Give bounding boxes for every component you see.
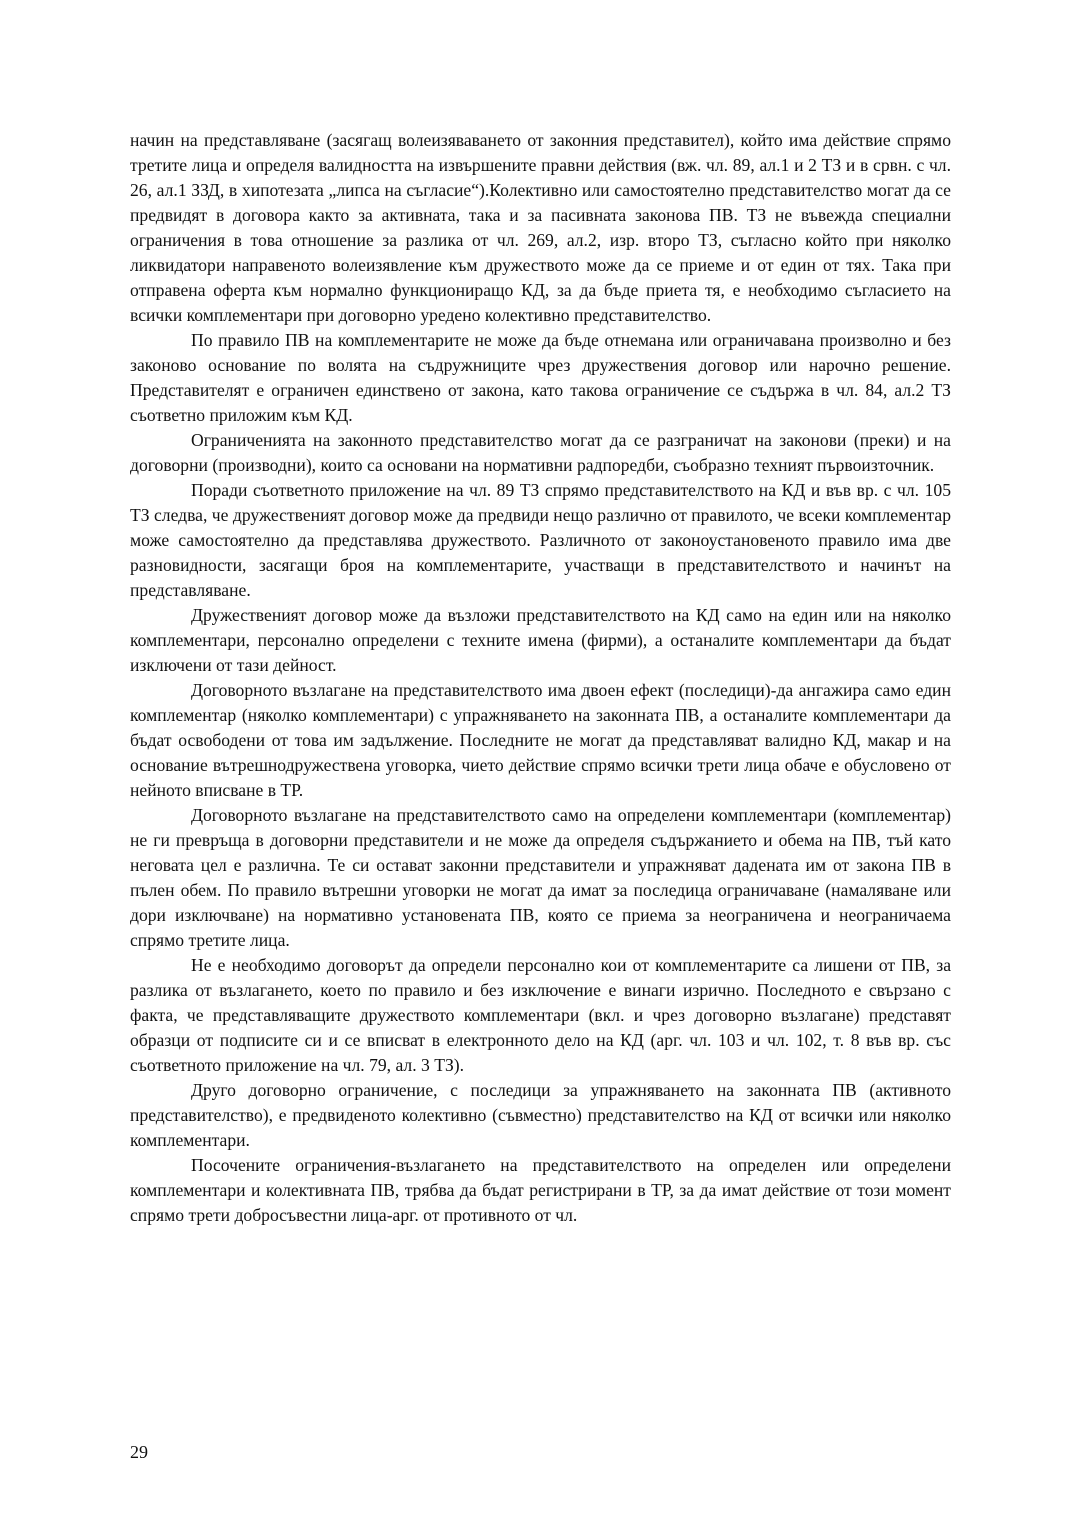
page-number: 29 xyxy=(130,1442,148,1462)
body-text xyxy=(130,128,951,1228)
paragraph-3: Ограниченията на законното представителство могат да се разграничат на законови (преки) и на договорни (производни), които са основани на нормативни радпоредби, съобразно техният първоизточник. xyxy=(130,430,951,475)
paragraph-7: Договорното възлагане на представителството само на определени комплементари (комплементар) не ги превръща в договорни представители и не може да определя съдържанието и обема на ПВ, тъй като неговата цел е различна. Те си остават законни представители и упражняват дадената им от закона ПВ в пълен обем. По правило вътрешни уговорки не могат да имат за последица ограничаване (намаляване или дори изключване) на нормативно установената ПВ, която се приема за неограничена и неограничаема спрямо третите лица. xyxy=(130,805,951,950)
paragraph-1: начин на представляване (засягащ волеизяваването от законния представител), който има действие спрямо третите лица и определя валидността на извършените правни действия (вж. чл. 89, ал.1 и 2 ТЗ и в срвн. с чл. 26, ал.1 ЗЗД, в хипотезата „липса на съгласие“).Колективно или самостоятелно представителство могат да се предвидят в договора както за активната, така и за пасивната законова ПВ. ТЗ не въвежда специални ограничения в това отношение за разлика от чл. 269, ал.2, изр. второ ТЗ, съгласно който при няколко ликвидатори направеното волеизявление към дружеството може да се приеме и от един от тях. Така при отправена оферта към нормално функциониращо КД, за да бъде приета тя, е необходимо съгласието на всички комплементари при договорно уредено колективно представителство. xyxy=(130,130,951,325)
paragraph-8: Не е необходимо договорът да определи персонално кои от комплементарите са лишени от ПВ, за разлика от възлагането, което по правило и без изключение е винаги изрично. Последното е свързано с факта, че представляващите дружеството комплементари (вкл. и чрез договорно възлагане) представят образци от подписите си и се вписват в електронното дело на КД (арг. чл. 103 и чл. 102, т. 8 във вр. със съответното приложение на чл. 79, ал. 3 ТЗ). xyxy=(130,955,951,1075)
paragraph-2: По правило ПВ на комплементарите не може да бъде отнемана или ограничавана произволно и без законово основание по волята на съдружниците чрез дружествения договор или нарочно решение. Представителят е ограничен единствено от закона, като такова ограничение се съдържа в чл. 84, ал.2 ТЗ съответно приложим към КД. xyxy=(130,330,951,425)
paragraph-9: Друго договорно ограничение, с последици за упражняването на законната ПВ (активното представителство), е предвиденото колективно (съвместно) представителство на КД от всички или няколко комплементари. xyxy=(130,1080,951,1150)
paragraph-5: Дружественият договор може да възложи представителството на КД само на един или на няколко комплементари, персонално определени с техните имена (фирми), а останалите комплементари да бъдат изключени от тази дейност. xyxy=(130,605,951,675)
paragraph-6: Договорното възлагане на представителството има двоен ефект (последици)-да ангажира само един комплементар (няколко комплементари) с упражняването на законната ПВ, а останалите комплементари да бъдат освободени от това им задължение. Последните не могат да представляват валидно КД, макар и на основание вътрешнодружествена уговорка, чието действие спрямо всички трети лица обаче е обусловено от нейното вписване в ТР. xyxy=(130,680,951,800)
paragraph-10: Посочените ограничения-възлагането на представителството на определен или определени комплементари и колективната ПВ, трябва да бъдат регистрирани в ТР, за да имат действие от този момент спрямо трети добросъвестни лица-арг. от противното от чл. xyxy=(130,1155,951,1225)
paragraph-4: Поради съответното приложение на чл. 89 ТЗ спрямо представителството на КД и във вр. с чл. 105 ТЗ следва, че дружественият договор може да предвиди нещо различно от правилото, че всеки комплементар може самостоятелно да представлява дружеството. Различното от законоустановеното правило има две разновидности, засягащи броя на комплементарите, участващи в представителството и начинът на представляване. xyxy=(130,480,951,600)
